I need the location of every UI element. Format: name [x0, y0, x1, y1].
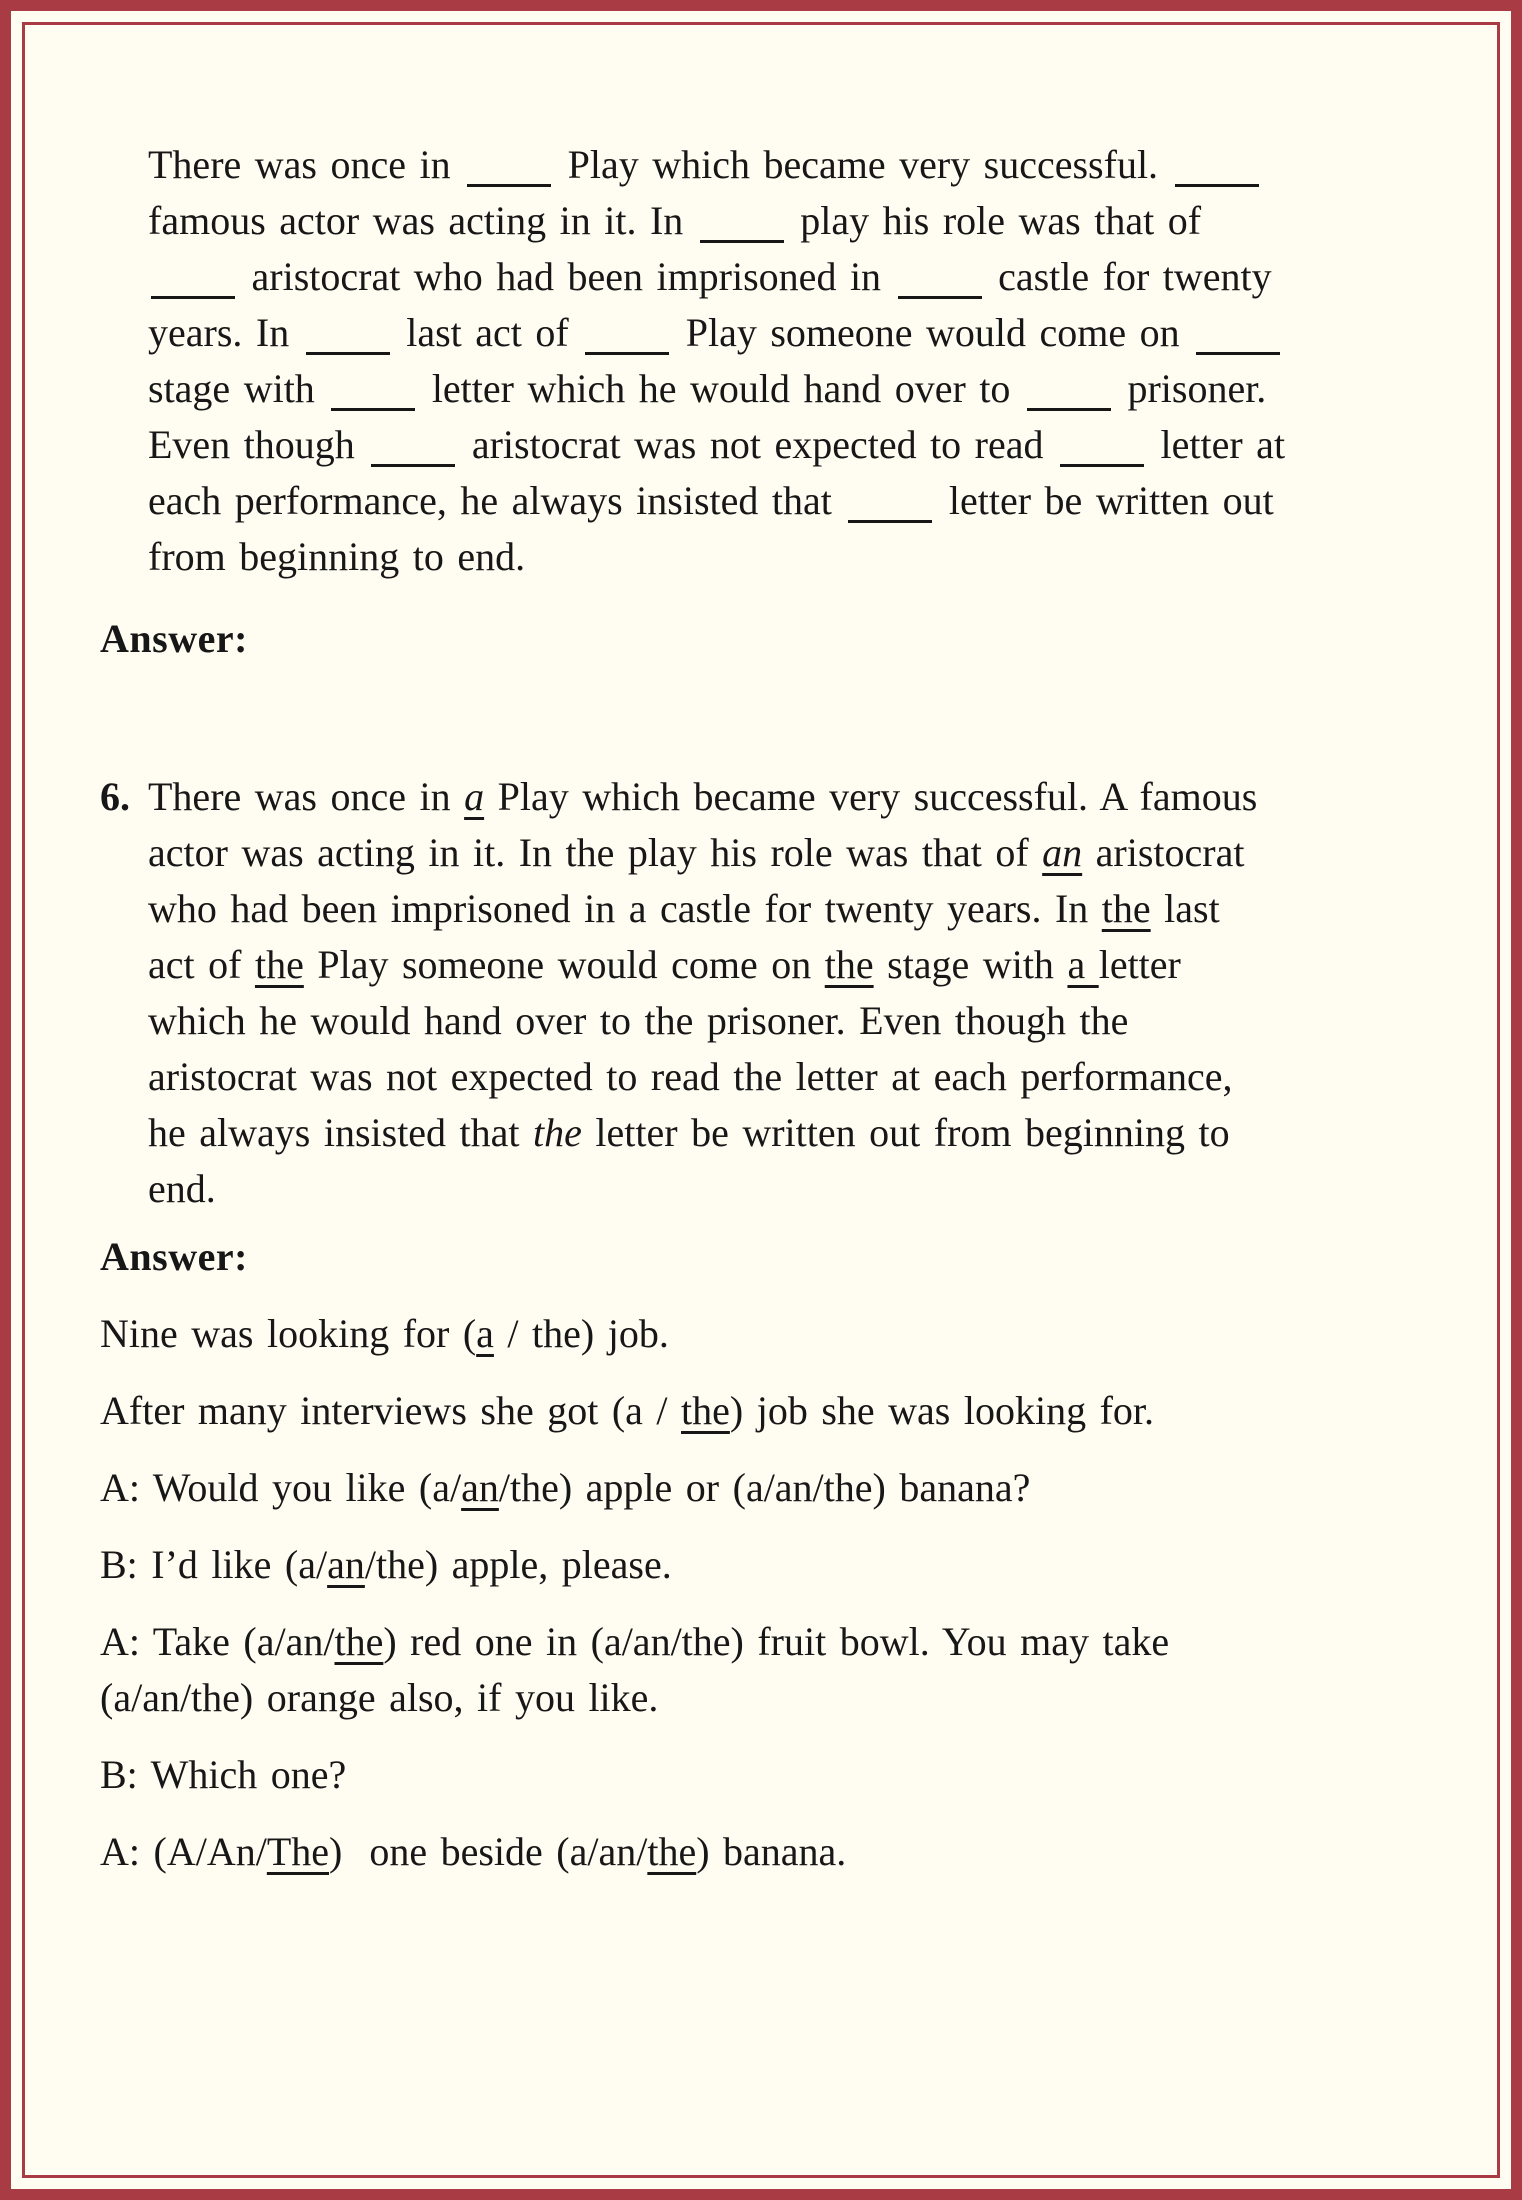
text-line [100, 1614, 1437, 1670]
text-span: last act of [392, 310, 583, 355]
text-span: stage with [873, 942, 1068, 987]
text-span: act of [148, 942, 255, 987]
answer-word: the [533, 1110, 582, 1155]
fill-in-blank [371, 428, 455, 467]
text-span: aristocrat who had been imprisoned in [238, 254, 895, 299]
answer-word: the [254, 942, 304, 987]
text-span: /the) apple or (a/an/the) banana? [498, 1465, 1031, 1510]
dialogue-line [100, 1306, 1437, 1362]
text-line [148, 881, 1257, 937]
text-span: play his role was that of [786, 198, 1202, 243]
answer-word: an [1042, 830, 1083, 875]
text-span: Play someone would come on [672, 310, 1194, 355]
text-line [100, 1460, 1437, 1516]
text-span: stage with [148, 366, 329, 411]
fill-in-blank [151, 260, 235, 299]
text-span: last [1150, 886, 1220, 931]
dialogue-line [100, 1824, 1437, 1880]
text-span: A: (A/An/ [100, 1829, 267, 1874]
text-span: he always insisted that [148, 1110, 534, 1155]
text-span: aristocrat was not expected to read [458, 422, 1058, 467]
answer-label-1: Answer: [100, 616, 248, 661]
fill-in-blank [331, 372, 415, 411]
answer-word: the [1101, 886, 1151, 931]
text-span: There was once in [148, 142, 465, 187]
answer-word: a [1067, 942, 1099, 987]
text-span: B: Which one? [100, 1752, 347, 1797]
text-line [148, 529, 1437, 585]
text-line [148, 417, 1437, 473]
dialogue-line [100, 1460, 1437, 1516]
text-line [100, 1306, 1437, 1362]
text-span: end. [148, 1166, 216, 1211]
text-span: / the) job. [493, 1311, 669, 1356]
text-span: Play someone would come on [303, 942, 825, 987]
text-line [148, 361, 1437, 417]
text-line [148, 249, 1437, 305]
text-span: (a/an/the) orange also, if you like. [100, 1675, 659, 1720]
text-line [100, 1747, 1437, 1803]
answer-word: an [327, 1542, 365, 1587]
text-line [100, 1383, 1437, 1439]
text-span: prisoner. [1113, 366, 1267, 411]
fill-in-blank [1196, 316, 1280, 355]
text-span: which he would hand over to the prisoner. Even though the [148, 998, 1129, 1043]
text-span: A: Would you like (a/ [100, 1465, 462, 1510]
answer-word: the [824, 942, 874, 987]
text-span: aristocrat [1082, 830, 1245, 875]
answer-word: the [334, 1619, 384, 1664]
item-number: 6. [100, 774, 130, 819]
fill-in-blank [1027, 372, 1111, 411]
fill-in-blank [700, 204, 784, 243]
text-span: letter which he would hand over to [418, 366, 1024, 411]
text-span: ) one beside (a/an/ [329, 1829, 648, 1874]
text-span: letter at [1147, 422, 1286, 467]
text-span: castle for twenty [984, 254, 1272, 299]
text-span: There was once in [148, 774, 465, 819]
fill-in-blank [467, 148, 551, 187]
text-line [100, 1537, 1437, 1593]
answer-label-2: Answer: [100, 1234, 248, 1279]
text-span: ) job she was looking for. [729, 1388, 1155, 1433]
text-line [148, 193, 1437, 249]
exercise-item-6 [100, 769, 1437, 1217]
text-span: famous actor was acting in it. In [148, 198, 697, 243]
dialogue-line [100, 1537, 1437, 1593]
text-span: Even though [148, 422, 369, 467]
answers-dialogue [100, 1306, 1437, 1880]
text-line [148, 769, 1257, 825]
text-span: actor was acting in it. In the play his role was that of [148, 830, 1043, 875]
text-span: from beginning to end. [148, 534, 526, 579]
fill-in-blank [848, 484, 932, 523]
text-line [148, 993, 1257, 1049]
text-span: After many interviews she got (a / [100, 1388, 682, 1433]
answer-word: a [476, 1311, 494, 1356]
text-span: aristocrat was not expected to read the letter at each performance, [148, 1054, 1233, 1099]
text-line [100, 1824, 1437, 1880]
dialogue-line [100, 1614, 1437, 1726]
answer-word: the [681, 1388, 730, 1433]
fill-in-blank [1175, 148, 1259, 187]
text-span: B: I’d like (a/ [100, 1542, 328, 1587]
text-line [148, 305, 1437, 361]
text-line [148, 937, 1257, 993]
text-span: who had been imprisoned in a castle for twenty years. In [148, 886, 1102, 931]
question-paragraph [148, 137, 1437, 585]
answer-word: a [464, 774, 485, 819]
text-line [148, 1049, 1257, 1105]
fill-in-blank [1060, 428, 1144, 467]
worksheet-page [25, 25, 1497, 2175]
text-span: letter be written out from beginning to [581, 1110, 1230, 1155]
text-span: ) banana. [696, 1829, 847, 1874]
item-6-paragraph [148, 769, 1257, 1217]
dialogue-line [100, 1383, 1437, 1439]
text-span: A: Take (a/an/ [100, 1619, 335, 1664]
text-line [148, 1105, 1257, 1161]
fill-in-blank [306, 316, 390, 355]
text-line [148, 1161, 1257, 1217]
text-span: Nine was looking for ( [100, 1311, 477, 1356]
text-span: /the) apple, please. [364, 1542, 672, 1587]
fill-in-blank [585, 316, 669, 355]
text-span: ) red one in (a/an/the) fruit bowl. You may take [383, 1619, 1170, 1664]
text-span: years. In [148, 310, 303, 355]
fill-in-blank [898, 260, 982, 299]
text-span: each performance, he always insisted that [148, 478, 846, 523]
text-span: Play which became very successful. A famous [484, 774, 1258, 819]
answer-word: an [461, 1465, 499, 1510]
text-line [100, 1670, 1437, 1726]
text-span: letter [1098, 942, 1181, 987]
text-line [148, 473, 1437, 529]
text-span: letter be written out [935, 478, 1274, 523]
dialogue-line [100, 1747, 1437, 1803]
answer-word: the [647, 1829, 697, 1874]
answer-word: The [266, 1829, 330, 1874]
text-span: Play which became very successful. [554, 142, 1172, 187]
text-line [148, 825, 1257, 881]
text-line [148, 137, 1437, 193]
